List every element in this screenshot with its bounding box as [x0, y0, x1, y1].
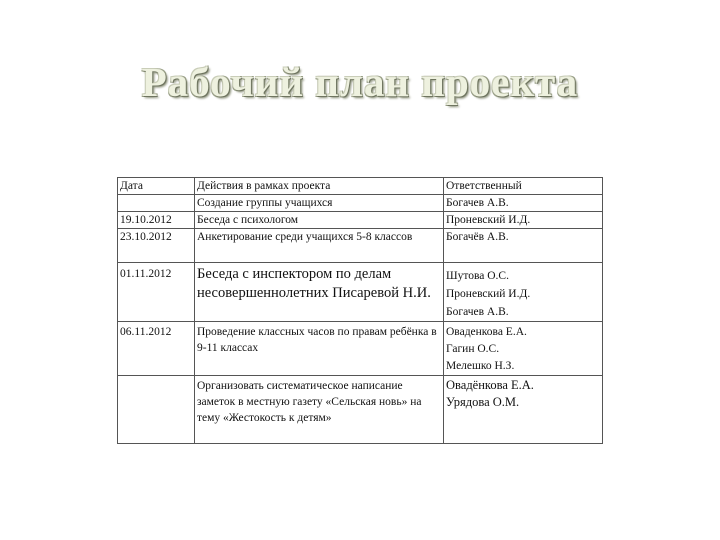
table-row	[118, 322, 603, 376]
responsible-name: Урядова О.М.	[446, 395, 520, 409]
row-action: Организовать систематическое написание заметок в местную газету «Сельская новь» на тему «Жестокость к детям»	[195, 376, 444, 444]
responsible-name: Проневский И.Д.	[446, 288, 531, 300]
row-action: Беседа с психологом	[195, 212, 444, 229]
table-header-row	[118, 178, 603, 195]
row-responsible	[444, 376, 603, 444]
row-responsible	[444, 322, 603, 376]
row-action: Проведение классных часов по правам ребёнка в 9-11 классах	[195, 322, 444, 376]
row-date: 19.10.2012	[118, 212, 195, 229]
responsible-name: Овадёнкова Е.А.	[446, 378, 534, 392]
row-responsible: Богачёв А.В.	[444, 229, 603, 263]
row-action: Беседа с инспектором по делам несовершеннолетних Писаревой Н.И.	[195, 263, 444, 322]
responsible-name: Шутова О.С.	[446, 270, 509, 282]
responsible-name: Гагин О.С.	[446, 343, 500, 355]
header-date: Дата	[118, 178, 195, 195]
table-row	[118, 229, 603, 263]
row-action: Анкетирование среди учащихся 5-8 классов	[195, 229, 444, 263]
header-action: Действия в рамках проекта	[195, 178, 444, 195]
row-date	[118, 195, 195, 212]
table-row	[118, 376, 603, 444]
row-action: Создание группы учащихся	[195, 195, 444, 212]
row-date: 01.11.2012	[118, 263, 195, 322]
header-responsible: Ответственный	[444, 178, 603, 195]
row-responsible	[444, 263, 603, 322]
row-date: 06.11.2012	[118, 322, 195, 376]
table-row	[118, 195, 603, 212]
row-date: 23.10.2012	[118, 229, 195, 263]
row-responsible: Богачев А.В.	[444, 195, 603, 212]
slide-title: Рабочий план проекта	[141, 59, 579, 105]
responsible-name: Богачев А.В.	[446, 306, 509, 318]
table-row	[118, 212, 603, 229]
row-responsible: Проневский И.Д.	[444, 212, 603, 229]
table-row	[118, 263, 603, 322]
row-date	[118, 376, 195, 444]
responsible-name: Мелешко Н.З.	[446, 360, 515, 372]
responsible-name: Оваденкова Е.А.	[446, 326, 527, 338]
project-plan-table	[117, 177, 603, 444]
